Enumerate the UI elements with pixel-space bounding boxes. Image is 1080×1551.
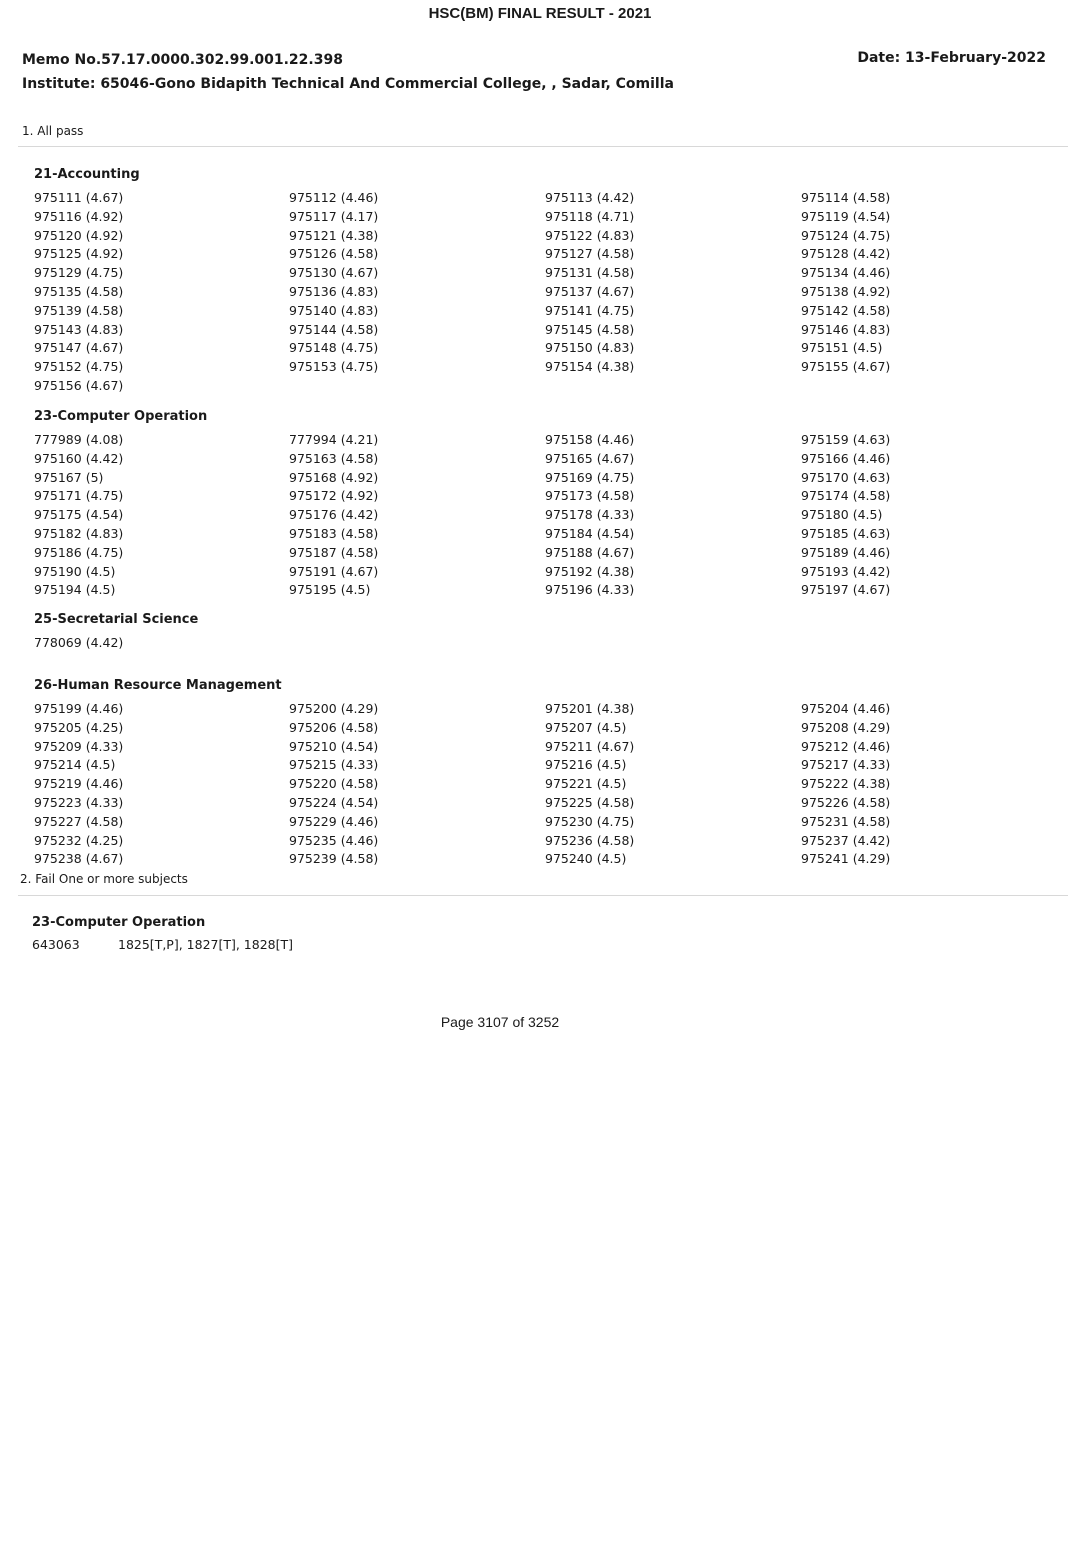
result-entry: 975153 (4.75) [289,359,379,375]
result-entry: 975186 (4.75) [34,544,124,560]
group-title: 25-Secretarial Science [34,612,199,627]
result-entry: 975182 (4.83) [34,525,124,541]
page-number: Page 3107 of 3252 [440,1014,560,1030]
result-entry: 975130 (4.67) [289,265,379,281]
group-accounting [34,167,1054,396]
failed-subjects: 1825[T,P], 1827[T], 1828[T] [118,937,294,952]
result-entry: 975128 (4.42) [801,246,891,262]
group-computer-operation [34,409,1054,600]
result-entry: 975180 (4.5) [801,507,883,523]
result-entry: 975216 (4.5) [545,757,627,773]
result-entry: 975159 (4.63) [801,432,891,447]
result-entry: 975174 (4.58) [801,488,891,504]
result-entry: 975201 (4.38) [545,701,635,716]
result-entry: 975231 (4.58) [801,813,891,829]
result-entry: 975226 (4.58) [801,794,891,810]
result-entry: 975163 (4.58) [289,450,379,466]
memo-date: Date: 13-February-2022 [857,50,1046,66]
result-entry: 975148 (4.75) [289,340,379,356]
result-entry: 975215 (4.33) [289,757,379,773]
result-entry: 975193 (4.42) [801,563,891,579]
result-grid [34,700,1054,869]
result-entry: 975170 (4.63) [801,469,891,485]
result-entry: 975150 (4.83) [545,340,635,356]
result-entry: 975211 (4.67) [545,738,635,754]
fail-row [32,937,1052,952]
result-entry: 975214 (4.5) [34,757,116,773]
result-entry: 975147 (4.67) [34,340,124,356]
result-entry: 975168 (4.92) [289,469,379,485]
result-entry: 975195 (4.5) [289,582,371,598]
group-title: 23-Computer Operation [34,409,208,424]
fail-roll-number: 643063 [32,937,80,952]
result-entry: 975197 (4.67) [801,582,891,598]
fail-heading: 2. Fail One or more subjects [20,872,188,886]
result-entry: 975230 (4.75) [545,813,635,829]
group-title: 26-Human Resource Management [34,678,282,693]
result-entry: 975111 (4.67) [34,190,124,205]
result-entry: 975221 (4.5) [545,776,627,792]
result-entry: 975112 (4.46) [289,190,379,205]
group-title: 23-Computer Operation [32,915,206,930]
result-entry: 975183 (4.58) [289,525,379,541]
result-entry: 975222 (4.38) [801,776,891,792]
divider [18,146,1068,147]
result-entry: 975144 (4.58) [289,321,379,337]
result-entry: 975125 (4.92) [34,246,124,262]
result-entry: 975176 (4.42) [289,507,379,523]
all-pass-heading: 1. All pass [22,124,84,138]
result-entry: 975140 (4.83) [289,302,379,318]
result-entry: 975114 (4.58) [801,190,891,205]
result-entry: 975152 (4.75) [34,359,124,375]
group-title: 21-Accounting [34,167,140,182]
result-entry: 975240 (4.5) [545,851,627,867]
result-entry: 975173 (4.58) [545,488,635,504]
result-entry: 975146 (4.83) [801,321,891,337]
result-entry: 975227 (4.58) [34,813,124,829]
result-entry: 975158 (4.46) [545,432,635,447]
result-entry: 975171 (4.75) [34,488,124,504]
result-entry: 975154 (4.38) [545,359,635,375]
result-entry: 975145 (4.58) [545,321,635,337]
result-entry: 975237 (4.42) [801,832,891,848]
result-entry: 975204 (4.46) [801,701,891,716]
group-secretarial-science [34,612,1054,653]
result-entry: 975121 (4.38) [289,227,379,243]
result-entry: 975235 (4.46) [289,832,379,848]
result-entry: 777989 (4.08) [34,432,124,447]
result-entry: 975156 (4.67) [34,377,124,393]
result-entry: 975143 (4.83) [34,321,124,337]
result-entry: 975239 (4.58) [289,851,379,867]
result-entry: 975117 (4.17) [289,208,379,224]
result-grid [34,634,1054,653]
result-entry: 975184 (4.54) [545,525,635,541]
result-entry: 975191 (4.67) [289,563,379,579]
result-entry: 975113 (4.42) [545,190,635,205]
divider [18,895,1068,896]
result-entry: 975208 (4.29) [801,719,891,735]
result-entry: 975172 (4.92) [289,488,379,504]
result-entry: 975238 (4.67) [34,851,124,867]
result-entry: 975127 (4.58) [545,246,635,262]
result-entry: 975138 (4.92) [801,283,891,299]
result-entry: 975196 (4.33) [545,582,635,598]
result-entry: 975209 (4.33) [34,738,124,754]
result-entry: 975224 (4.54) [289,794,379,810]
fail-group-computer-operation [32,915,1052,952]
result-entry: 975139 (4.58) [34,302,124,318]
result-entry: 975178 (4.33) [545,507,635,523]
result-grid [34,189,1054,396]
result-entry: 975166 (4.46) [801,450,891,466]
result-entry: 975217 (4.33) [801,757,891,773]
result-entry: 975210 (4.54) [289,738,379,754]
result-entry: 975169 (4.75) [545,469,635,485]
result-grid [34,431,1054,600]
result-entry: 975187 (4.58) [289,544,379,560]
result-entry: 975151 (4.5) [801,340,883,356]
result-entry: 975223 (4.33) [34,794,124,810]
result-entry: 975129 (4.75) [34,265,124,281]
result-entry: 975120 (4.92) [34,227,124,243]
result-entry: 975116 (4.92) [34,208,124,224]
result-entry: 975194 (4.5) [34,582,116,598]
result-entry: 975141 (4.75) [545,302,635,318]
result-entry: 975160 (4.42) [34,450,124,466]
result-entry: 975119 (4.54) [801,208,891,224]
result-entry: 975118 (4.71) [545,208,635,224]
result-entry: 975142 (4.58) [801,302,891,318]
result-entry: 975212 (4.46) [801,738,891,754]
result-entry: 975199 (4.46) [34,701,124,716]
result-entry: 975236 (4.58) [545,832,635,848]
result-entry: 975207 (4.5) [545,719,627,735]
result-entry: 975167 (5) [34,469,104,485]
result-entry: 975126 (4.58) [289,246,379,262]
result-entry: 975124 (4.75) [801,227,891,243]
result-entry: 975155 (4.67) [801,359,891,375]
institute-name: Institute: 65046-Gono Bidapith Technical And Commercial College, , Sadar, Comilla [22,76,674,92]
result-entry: 975192 (4.38) [545,563,635,579]
memo-number: Memo No.57.17.0000.302.99.001.22.398 [22,52,343,68]
result-entry: 975137 (4.67) [545,283,635,299]
result-entry: 778069 (4.42) [34,635,124,650]
result-entry: 975175 (4.54) [34,507,124,523]
result-entry: 975165 (4.67) [545,450,635,466]
result-entry: 975134 (4.46) [801,265,891,281]
result-entry: 975220 (4.58) [289,776,379,792]
result-entry: 975135 (4.58) [34,283,124,299]
result-entry: 975188 (4.67) [545,544,635,560]
document-title: HSC(BM) FINAL RESULT - 2021 [428,5,652,22]
result-entry: 975225 (4.58) [545,794,635,810]
result-entry: 975122 (4.83) [545,227,635,243]
result-entry: 975219 (4.46) [34,776,124,792]
result-entry: 975131 (4.58) [545,265,635,281]
result-entry: 975185 (4.63) [801,525,891,541]
result-entry: 975232 (4.25) [34,832,124,848]
result-entry: 975206 (4.58) [289,719,379,735]
result-entry: 975190 (4.5) [34,563,116,579]
group-human-resource-management [34,678,1054,869]
result-entry: 975189 (4.46) [801,544,891,560]
result-entry: 975241 (4.29) [801,851,891,867]
result-entry: 975200 (4.29) [289,701,379,716]
result-entry: 975229 (4.46) [289,813,379,829]
result-entry: 975205 (4.25) [34,719,124,735]
result-entry: 777994 (4.21) [289,432,379,447]
result-entry: 975136 (4.83) [289,283,379,299]
